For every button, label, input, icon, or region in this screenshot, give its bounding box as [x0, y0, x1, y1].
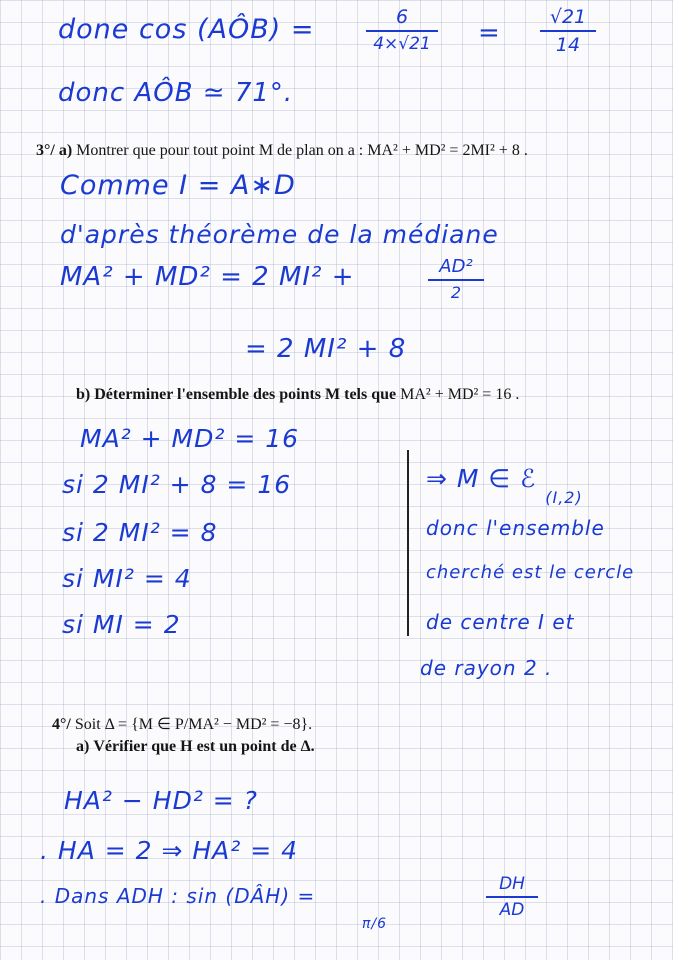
hand-3a-fraction-den: 2	[450, 283, 462, 302]
hand-3b-left-1: MA² + MD² = 16	[80, 424, 300, 453]
hand-3a-fraction-num: AD²	[439, 256, 473, 277]
hand-4-line2: . HA = 2 ⇒ HA² = 4	[40, 836, 299, 865]
question-3a-label: 3°/ a)	[36, 142, 73, 159]
hand-3b-right-1-sub: (I,2)	[545, 488, 583, 507]
hand-4-fraction	[486, 874, 538, 920]
question-3b-formula: MA² + MD² = 16 .	[400, 386, 520, 403]
hand-4-fraction-num: DH	[499, 874, 525, 894]
question-4-label: 4°/	[52, 716, 71, 733]
cos-fraction-2-num: √21	[549, 6, 587, 28]
hand-3a-line2: d'après théorème de la médiane	[60, 220, 499, 249]
question-3a	[36, 142, 528, 160]
hand-3b-left-5: si MI = 2	[62, 610, 181, 639]
question-3a-formula: MA² + MD² = 2MI² + 8 .	[367, 142, 528, 159]
fraction-bar	[366, 30, 438, 32]
question-4-text: Soit Δ = {M ∈ P/MA² − MD² = −8}.	[74, 716, 313, 733]
hand-4-fraction-den: AD	[499, 900, 525, 920]
hand-3a-fraction	[428, 256, 484, 302]
fraction-bar	[486, 896, 538, 898]
cos-equals: =	[478, 18, 501, 48]
hand-3a-line4: = 2 MI² + 8	[245, 334, 407, 364]
separator-line	[407, 450, 409, 636]
question-4	[52, 714, 312, 734]
question-3b	[76, 386, 519, 404]
hand-4-line3-sub: π/6	[362, 916, 388, 932]
cos-fraction-2-den: 14	[555, 34, 581, 56]
question-3b-label: b)	[76, 386, 91, 403]
fraction-bar	[428, 279, 484, 281]
hand-3b-right-2: donc l'ensemble	[426, 516, 605, 540]
cos-fraction-1	[366, 6, 438, 54]
question-4a	[76, 738, 315, 756]
angle-result: donc AÔB ≃ 71°.	[58, 78, 294, 108]
hand-3b-left-3: si 2 MI² = 8	[62, 518, 218, 547]
hand-3b-left-2: si 2 MI² + 8 = 16	[62, 470, 292, 499]
hand-3b-right-4: de centre I et	[426, 610, 575, 634]
cos-fraction-1-den: 4×√21	[373, 34, 431, 54]
fraction-bar	[540, 30, 596, 32]
question-4a-text: Vérifier que H est un point de Δ.	[93, 738, 315, 755]
hand-3b-right-5: de rayon 2 .	[420, 656, 553, 680]
cos-line-prefix: done cos (AÔB) =	[58, 14, 315, 45]
question-3a-text: Montrer que pour tout point M de plan on a :	[76, 142, 364, 159]
hand-3b-right-1-main: ⇒ M ∈ ℰ	[426, 464, 537, 493]
hand-3a-line3: MA² + MD² = 2 MI² +	[60, 262, 355, 292]
hand-3b-right-3: cherché est le cercle	[426, 562, 635, 583]
cos-fraction-1-num: 6	[395, 6, 409, 28]
hand-3b-left-4: si MI² = 4	[62, 564, 192, 593]
hand-4-line3: . Dans ADH : sin (DÂH) =	[40, 884, 316, 908]
hand-3b-right-1	[426, 464, 583, 507]
cos-fraction-2	[540, 6, 596, 56]
question-3b-text: Déterminer l'ensemble des points M tels que	[94, 386, 397, 403]
hand-4-line1: HA² − HD² = ?	[64, 786, 258, 815]
question-4a-label: a)	[76, 738, 90, 755]
hand-3a-line1: Comme I = A∗D	[60, 170, 296, 201]
